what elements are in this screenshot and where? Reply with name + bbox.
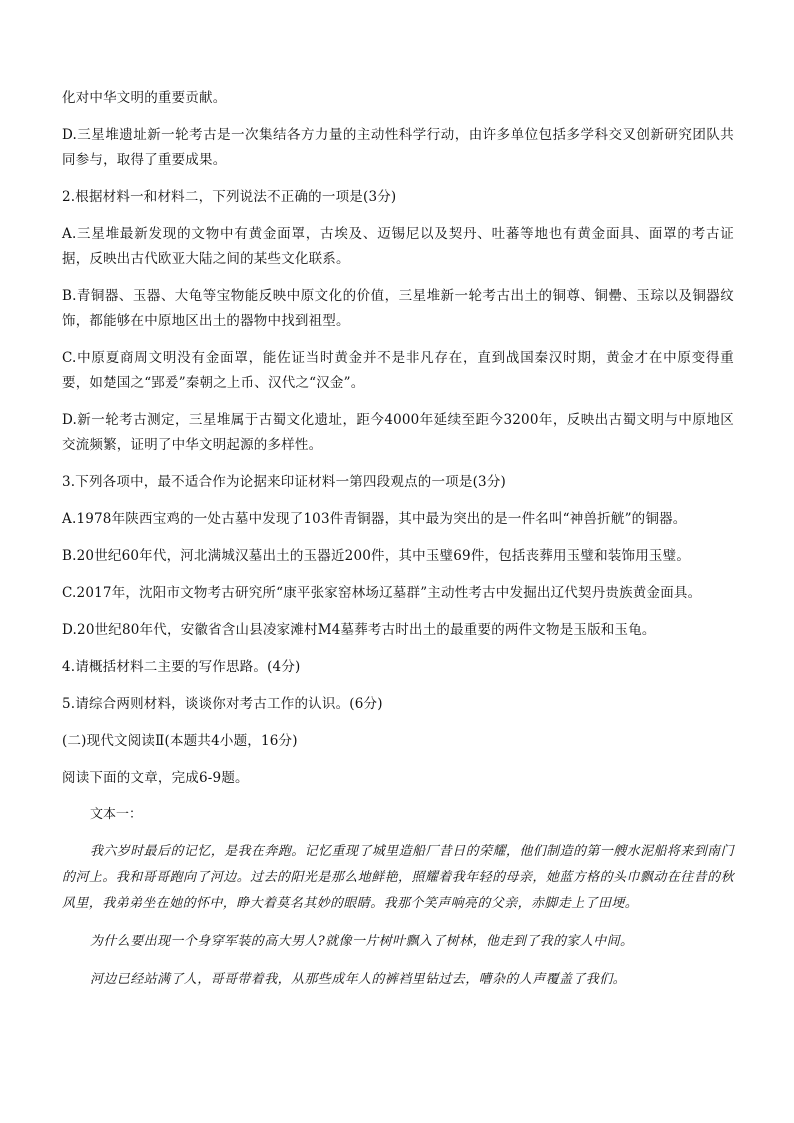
q2-option-b: B.青铜器、玉器、大龟等宝物能反映中原文化的价值，三星堆新一轮考古出土的铜尊、铜罍、玉琮以及铜器纹饰，都能够在中原地区出土的器物中找到祖型。 bbox=[62, 288, 734, 329]
reading-instruction: 阅读下面的文章，完成6-9题。 bbox=[62, 770, 249, 786]
q2-option-d: D.新一轮考古测定，三星堆属于古蜀文化遗址，距今4000年延续至距今3200年，反映出古蜀文明与中原地区交流频繁，证明了中华文明起源的多样性。 bbox=[62, 412, 734, 453]
story-paragraph-1: 我六岁时最后的记忆，是我在奔跑。记忆重现了城里造船厂昔日的荣耀，他们制造的第一艘水泥船将来到南门的河上。我和哥哥跑向了河边。过去的阳光是那么地鲜艳，照耀着我年轻的母亲，她蓝方格的头巾飘动在往昔的秋风里，我弟弟坐在她的怀中，睁大着莫名其妙的眼睛。我那个笑声响亮的父亲，赤脚走上了田埂。 bbox=[62, 844, 734, 911]
story-paragraph-2: 为什么要出现一个身穿军装的高大男人?就像一片树叶飘入了树林，他走到了我的家人中间。 bbox=[90, 934, 634, 949]
question-3: 3.下列各项中，最不适合作为论据来印证材料一第四段观点的一项是(3分) bbox=[62, 474, 507, 490]
question-4: 4.请概括材料二主要的写作思路。(4分) bbox=[62, 659, 301, 675]
question-2: 2.根据材料一和材料二，下列说法不正确的一项是(3分) bbox=[62, 189, 397, 205]
section-heading: (二)现代文阅读Ⅱ(本题共4小题，16分) bbox=[62, 733, 298, 749]
q2-option-a: A.三星堆最新发现的文物中有黄金面罩，古埃及、迈锡尼以及契丹、吐蕃等地也有黄金面具、面罩的考古证据，反映出古代欧亚大陆之间的某些文化联系。 bbox=[62, 226, 734, 267]
q2-option-c: C.中原夏商周文明没有金面罩，能佐证当时黄金并不是非凡存在，直到战国秦汉时期，黄金才在中原变得重要，如楚国之“郢爰”秦朝之上币、汉代之“汉金”。 bbox=[62, 350, 734, 391]
text-one-label: 文本一： bbox=[90, 807, 143, 822]
q3-option-d: D.20世纪80年代，安徽省含山县凌家滩村M4墓葬考古时出土的最重要的两件文物是玉版和玉龟。 bbox=[62, 622, 656, 638]
paragraph-continuation: 化对中华文明的重要贡献。 bbox=[62, 90, 227, 106]
q3-option-b: B.20世纪60年代，河北满城汉墓出土的玉器近200件，其中玉璧69件，包括丧葬用玉璧和装饰用玉璧。 bbox=[62, 548, 691, 564]
document-page bbox=[62, 86, 734, 1005]
q3-option-a: A.1978年陕西宝鸡的一处古墓中发现了103件青铜器，其中最为突出的是一件名叫“神兽折觥”的铜器。 bbox=[62, 511, 687, 527]
story-paragraph-3: 河边已经站满了人，哥哥带着我，从那些成年人的裤裆里钻过去，嘈杂的人声覆盖了我们。 bbox=[90, 972, 627, 987]
q1-option-d: D.三星堆遗址新一轮考古是一次集结各方力量的主动性科学行动，由许多单位包括多学科交叉创新研究团队共同参与，取得了重要成果。 bbox=[62, 127, 734, 168]
question-5: 5.请综合两则材料，谈谈你对考古工作的认识。(6分) bbox=[62, 696, 383, 712]
q3-option-c: C.2017年，沈阳市文物考古研究所“康平张家窑林场辽墓群”主动性考古中发掘出辽代契丹贵族黄金面具。 bbox=[62, 585, 702, 601]
